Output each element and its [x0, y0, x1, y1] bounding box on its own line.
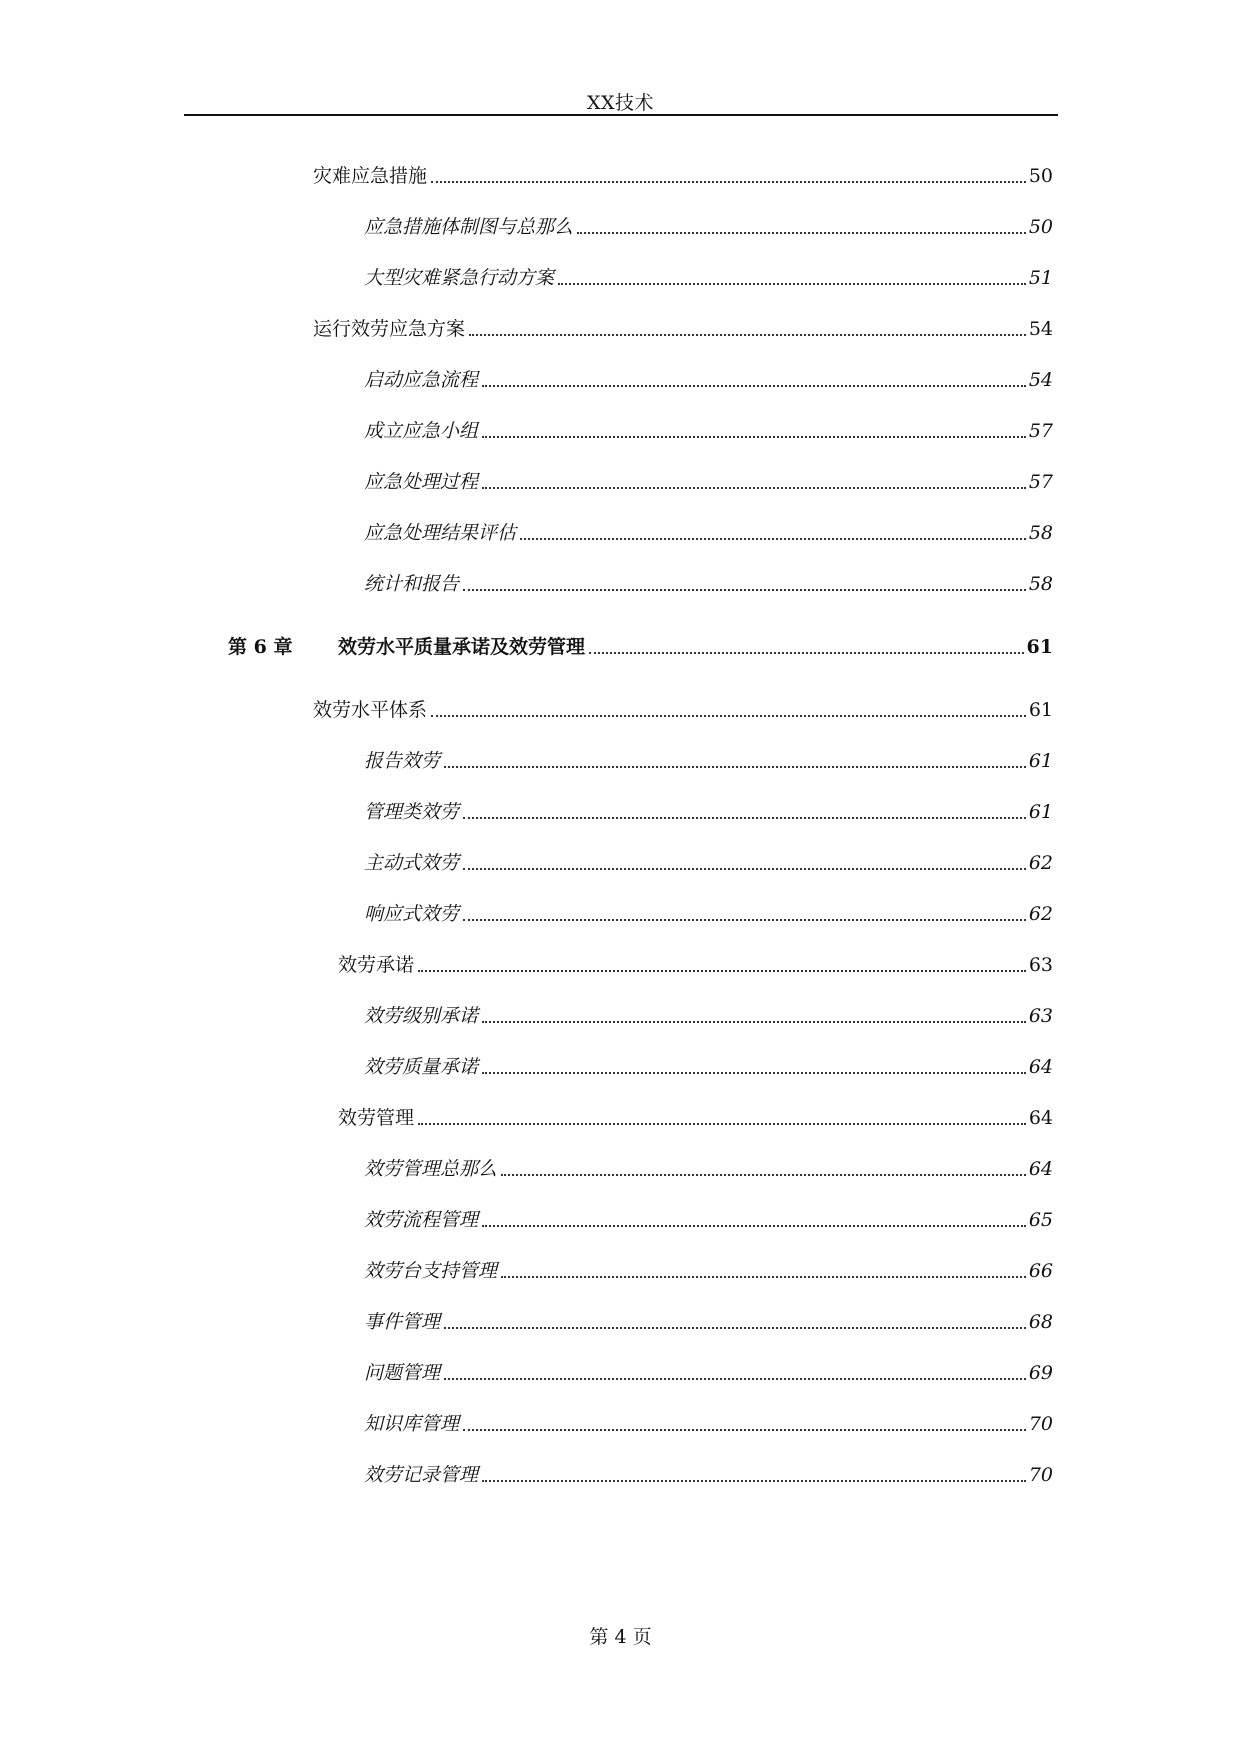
toc-entry[interactable] [364, 213, 1053, 241]
toc-entry-page: 64 [1028, 1056, 1053, 1078]
toc-dot-leader [431, 715, 1026, 717]
toc-entry-page: 57 [1028, 471, 1053, 493]
toc-dot-leader [463, 1429, 1026, 1431]
toc-entry[interactable] [364, 1308, 1053, 1336]
toc-entry-page: 64 [1028, 1158, 1053, 1180]
toc-entry-title: 效劳管理总那么 [364, 1158, 498, 1180]
toc-entry-page: 68 [1028, 1311, 1053, 1333]
toc-dot-leader [418, 1123, 1026, 1125]
toc-entry-page: 70 [1028, 1413, 1053, 1435]
toc-entry-page: 54 [1028, 318, 1053, 340]
toc-entry-title: 效劳记录管理 [364, 1464, 479, 1486]
toc-entry-page: 51 [1028, 267, 1053, 289]
toc-entry-title: 效劳水平质量承诺及效劳管理 [338, 636, 586, 658]
toc-dot-leader [431, 181, 1026, 183]
toc-entry[interactable] [364, 900, 1053, 928]
toc-dot-leader [482, 1021, 1026, 1023]
toc-entry[interactable] [364, 1461, 1053, 1489]
toc-entry-page: 57 [1028, 420, 1053, 442]
toc-entry-page: 70 [1028, 1464, 1053, 1486]
toc-entry-page: 54 [1028, 369, 1053, 391]
toc-entry[interactable] [364, 366, 1053, 394]
toc-entry-title: 启动应急流程 [364, 369, 479, 391]
toc-entry-title: 报告效劳 [364, 750, 441, 772]
toc-entry-title: 效劳台支持管理 [364, 1260, 498, 1282]
toc-entry-page: 66 [1028, 1260, 1053, 1282]
toc-entry[interactable] [338, 951, 1053, 979]
chapter-number-label: 第 6 章 [228, 636, 293, 658]
toc-dot-leader [463, 817, 1026, 819]
toc-dot-leader [463, 589, 1026, 591]
toc-entry-page: 50 [1028, 216, 1053, 238]
toc-entry[interactable] [364, 570, 1053, 598]
toc-entry[interactable] [313, 696, 1053, 724]
toc-dot-leader [482, 436, 1026, 438]
toc-dot-leader [444, 1327, 1026, 1329]
toc-entry-title: 效劳质量承诺 [364, 1056, 479, 1078]
toc-entry-title: 知识库管理 [364, 1413, 460, 1435]
toc-entry[interactable] [364, 1206, 1053, 1234]
toc-entry-page: 63 [1028, 954, 1053, 976]
toc-dot-leader [482, 1072, 1026, 1074]
toc-entry[interactable] [364, 849, 1053, 877]
toc-entry-title: 效劳承诺 [338, 954, 415, 976]
toc-entry-title: 统计和报告 [364, 573, 460, 595]
toc-dot-leader [444, 1378, 1026, 1380]
toc-entry-page: 61 [1028, 801, 1053, 823]
toc-entry-title: 主动式效劳 [364, 852, 460, 874]
toc-dot-leader [558, 283, 1026, 285]
toc-dot-leader [577, 232, 1026, 234]
toc-entry-page: 62 [1028, 852, 1053, 874]
toc-entry-page: 61 [1028, 750, 1053, 772]
toc-entry-title: 响应式效劳 [364, 903, 460, 925]
toc-entry[interactable] [364, 468, 1053, 496]
toc-entry-title: 管理类效劳 [364, 801, 460, 823]
toc-entry-page: 50 [1028, 165, 1053, 187]
toc-dot-leader [463, 868, 1026, 870]
toc-entry[interactable] [364, 1002, 1053, 1030]
toc-entry[interactable] [364, 1410, 1053, 1438]
toc-entry-title: 效劳管理 [338, 1107, 415, 1129]
toc-chapter-entry[interactable] [338, 633, 1053, 661]
toc-entry-title: 灾难应急措施 [313, 165, 428, 187]
toc-entry-page: 65 [1028, 1209, 1053, 1231]
toc-entry[interactable] [364, 1155, 1053, 1183]
toc-entry-title: 效劳流程管理 [364, 1209, 479, 1231]
toc-entry[interactable] [364, 1257, 1053, 1285]
toc-entry-title: 大型灾难紧急行动方案 [364, 267, 555, 289]
toc-entry-title: 成立应急小组 [364, 420, 479, 442]
page-header-title: XX技术 [586, 92, 655, 114]
toc-dot-leader [589, 652, 1024, 654]
toc-dot-leader [418, 970, 1026, 972]
toc-dot-leader [520, 538, 1026, 540]
toc-entry-title: 应急措施体制图与总那么 [364, 216, 574, 238]
toc-entry[interactable] [338, 1104, 1053, 1132]
toc-entry-title: 运行效劳应急方案 [313, 318, 466, 340]
toc-dot-leader [463, 919, 1026, 921]
toc-entry-page: 61 [1026, 636, 1053, 658]
toc-entry[interactable] [364, 417, 1053, 445]
toc-dot-leader [482, 385, 1026, 387]
toc-entry[interactable] [364, 1053, 1053, 1081]
toc-entry-title: 效劳级别承诺 [364, 1005, 479, 1027]
toc-entry[interactable] [364, 1359, 1053, 1387]
toc-entry-page: 58 [1028, 573, 1053, 595]
toc-entry[interactable] [313, 315, 1053, 343]
toc-dot-leader [482, 487, 1026, 489]
toc-dot-leader [482, 1480, 1026, 1482]
toc-entry[interactable] [313, 162, 1053, 190]
toc-entry-page: 62 [1028, 903, 1053, 925]
toc-dot-leader [482, 1225, 1026, 1227]
toc-entry-page: 58 [1028, 522, 1053, 544]
toc-entry[interactable] [364, 747, 1053, 775]
toc-entry[interactable] [364, 264, 1053, 292]
toc-dot-leader [469, 334, 1026, 336]
toc-entry-title: 应急处理过程 [364, 471, 479, 493]
toc-entry-page: 61 [1028, 699, 1053, 721]
toc-entry-title: 事件管理 [364, 1311, 441, 1333]
toc-entry-title: 问题管理 [364, 1362, 441, 1384]
toc-entry[interactable] [364, 519, 1053, 547]
toc-entry[interactable] [364, 798, 1053, 826]
page-number-footer: 第 4 页 [589, 1626, 652, 1648]
toc-entry-page: 69 [1028, 1362, 1053, 1384]
toc-dot-leader [501, 1174, 1026, 1176]
toc-dot-leader [501, 1276, 1026, 1278]
toc-entry-title: 应急处理结果评估 [364, 522, 517, 544]
toc-dot-leader [444, 766, 1026, 768]
toc-entry-page: 64 [1028, 1107, 1053, 1129]
toc-entry-page: 63 [1028, 1005, 1053, 1027]
toc-entry-title: 效劳水平体系 [313, 699, 428, 721]
